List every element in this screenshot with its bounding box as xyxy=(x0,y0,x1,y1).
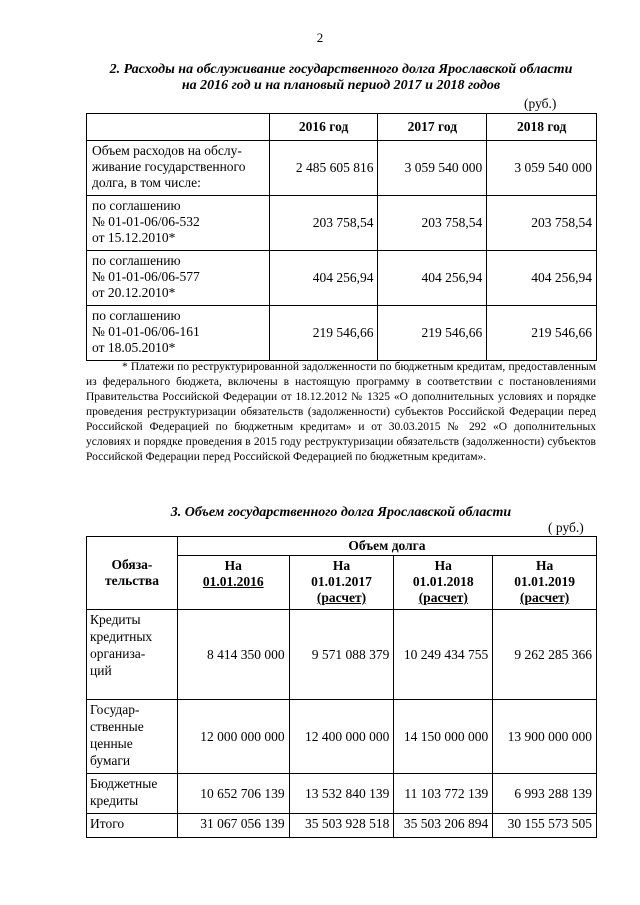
row-label-line: Государ- xyxy=(90,702,140,717)
row-label-line: от 15.12.2010* xyxy=(92,230,176,245)
value-cell: 13 532 840 139 xyxy=(289,774,394,814)
row-label xyxy=(87,306,270,361)
value-cell: 6 993 288 139 xyxy=(493,774,597,814)
value-cell: 219 546,66 xyxy=(487,306,597,361)
value-cell: 12 000 000 000 xyxy=(177,700,289,774)
row-label-line: Итого xyxy=(90,816,125,831)
row-label-line: кредитных xyxy=(90,629,153,644)
row-label xyxy=(87,610,178,700)
debt-volume-table xyxy=(86,536,597,838)
debt-service-table xyxy=(86,113,597,361)
value-cell: 13 900 000 000 xyxy=(493,700,597,774)
value-cell: 219 546,66 xyxy=(378,306,487,361)
section2-title-line1: 2. Расходы на обслуживание государственного долга Ярославской области xyxy=(109,62,573,77)
header-cell-2017: 2017 год xyxy=(378,114,487,141)
value-cell: 404 256,94 xyxy=(487,251,597,306)
section2-unit: (руб.) xyxy=(524,96,557,111)
row-label-line: живание государственного xyxy=(92,159,246,174)
row-label-line: по соглашению xyxy=(92,253,181,268)
page-number: 2 xyxy=(316,30,324,45)
footnote xyxy=(86,360,596,465)
row-label-line: Бюджетные xyxy=(90,776,158,791)
header-line: (расчет) xyxy=(519,590,570,605)
row-label xyxy=(87,141,270,196)
header-obligations: Обяза-тельства xyxy=(87,537,178,610)
row-label-line: по соглашению xyxy=(92,308,181,323)
header-line: 01.01.2019 xyxy=(514,574,575,589)
header-line: 01.01.2018 xyxy=(412,574,474,589)
section3-unit: ( руб.) xyxy=(548,520,584,535)
row-label-line: Кредиты xyxy=(90,612,141,627)
value-cell: 9 262 285 366 xyxy=(493,610,597,700)
value-cell: 35 503 928 518 xyxy=(289,814,394,838)
header-debt-volume: Объем долга xyxy=(177,537,596,556)
value-cell: 3 059 540 000 xyxy=(378,141,487,196)
row-label-line: ственные xyxy=(90,719,144,734)
header-date-2019 xyxy=(493,556,597,610)
table-row xyxy=(87,251,597,306)
row-label-line: долга, в том числе: xyxy=(92,175,201,190)
table-row xyxy=(87,610,597,700)
header-cell-2018: 2018 год xyxy=(487,114,597,141)
value-cell: 203 758,54 xyxy=(269,196,378,251)
value-cell: 10 652 706 139 xyxy=(177,774,289,814)
header-date-2018 xyxy=(394,556,493,610)
table-row xyxy=(87,196,597,251)
header-date-2017 xyxy=(289,556,394,610)
row-label-line: № 01-01-06/06-532 xyxy=(92,214,200,229)
row-label xyxy=(87,814,178,838)
table-row xyxy=(87,700,597,774)
row-label-line: ценные xyxy=(90,736,133,751)
row-label-line: № 01-01-06/06-161 xyxy=(92,324,200,339)
header-line: На xyxy=(224,558,242,573)
value-cell: 10 249 434 755 xyxy=(394,610,493,700)
value-cell: 8 414 350 000 xyxy=(177,610,289,700)
row-label-line: ций xyxy=(90,663,112,678)
table-row xyxy=(87,774,597,814)
value-cell: 9 571 088 379 xyxy=(289,610,394,700)
row-label-line: от 18.05.2010* xyxy=(92,340,176,355)
table-row xyxy=(87,306,597,361)
section2-title-line2: на 2016 год и на плановый период 2017 и 2018 годов xyxy=(181,78,501,93)
table-row xyxy=(87,814,597,838)
value-cell: 12 400 000 000 xyxy=(289,700,394,774)
row-label-line: № 01-01-06/06-577 xyxy=(92,269,200,284)
value-cell: 203 758,54 xyxy=(378,196,487,251)
value-cell: 404 256,94 xyxy=(269,251,378,306)
header-line: 01.01.2017 xyxy=(311,574,372,589)
value-cell: 35 503 206 894 xyxy=(394,814,493,838)
header-line: На xyxy=(332,558,351,573)
value-cell: 30 155 573 505 xyxy=(493,814,597,838)
value-cell: 3 059 540 000 xyxy=(487,141,597,196)
header-cell-empty xyxy=(87,114,270,141)
value-cell: 203 758,54 xyxy=(487,196,597,251)
header-line: (расчет) xyxy=(418,590,468,605)
table-header-row xyxy=(87,114,597,141)
section3-title: 3. Объем государственного долга Ярославской области xyxy=(170,505,512,520)
row-label-line: по соглашению xyxy=(92,198,181,213)
footnote-text: * Платежи по реструктурированной задолженности по бюджетным кредитам, предоставленным из федерального бюджета, включены в настоящую программу в соответствии с постановлениями Правительства Российской Федерации от 18.12.2012 № 1325 «О дополнительных условиях и порядке проведения реструктуризации обязательств (задолженности) субъектов Российской Федерации перед Российской Федерацией по бюджетным кредитам» и от 30.03.2015 № 292 «О дополнительных условиях и порядке проведения в 2015 году реструктуризации обязательств (задолженности) субъектов Российской Федерации перед Российской Федерацией по бюджетным кредитам». xyxy=(86,361,596,463)
value-cell: 404 256,94 xyxy=(378,251,487,306)
row-label xyxy=(87,700,178,774)
header-cell-2016: 2016 год xyxy=(269,114,378,141)
row-label-line: Объем расходов на обслу- xyxy=(92,143,242,158)
value-cell: 14 150 000 000 xyxy=(394,700,493,774)
row-label xyxy=(87,196,270,251)
header-line: (расчет) xyxy=(316,590,367,605)
row-label-line: бумаги xyxy=(90,753,131,768)
row-label-line: от 20.12.2010* xyxy=(92,285,176,300)
table-row xyxy=(87,141,597,196)
row-label xyxy=(87,251,270,306)
header-line: 01.01.2016 xyxy=(202,574,264,589)
section2-title xyxy=(86,62,596,94)
header-line: На xyxy=(535,558,554,573)
row-label xyxy=(87,774,178,814)
value-cell: 219 546,66 xyxy=(269,306,378,361)
header-date-2016 xyxy=(177,556,289,610)
value-cell: 2 485 605 816 xyxy=(269,141,378,196)
table-header-row xyxy=(87,537,597,556)
row-label-line: организа- xyxy=(90,646,146,661)
row-label-line: кредиты xyxy=(90,793,139,808)
header-line: На xyxy=(434,558,452,573)
value-cell: 31 067 056 139 xyxy=(177,814,289,838)
value-cell: 11 103 772 139 xyxy=(394,774,493,814)
